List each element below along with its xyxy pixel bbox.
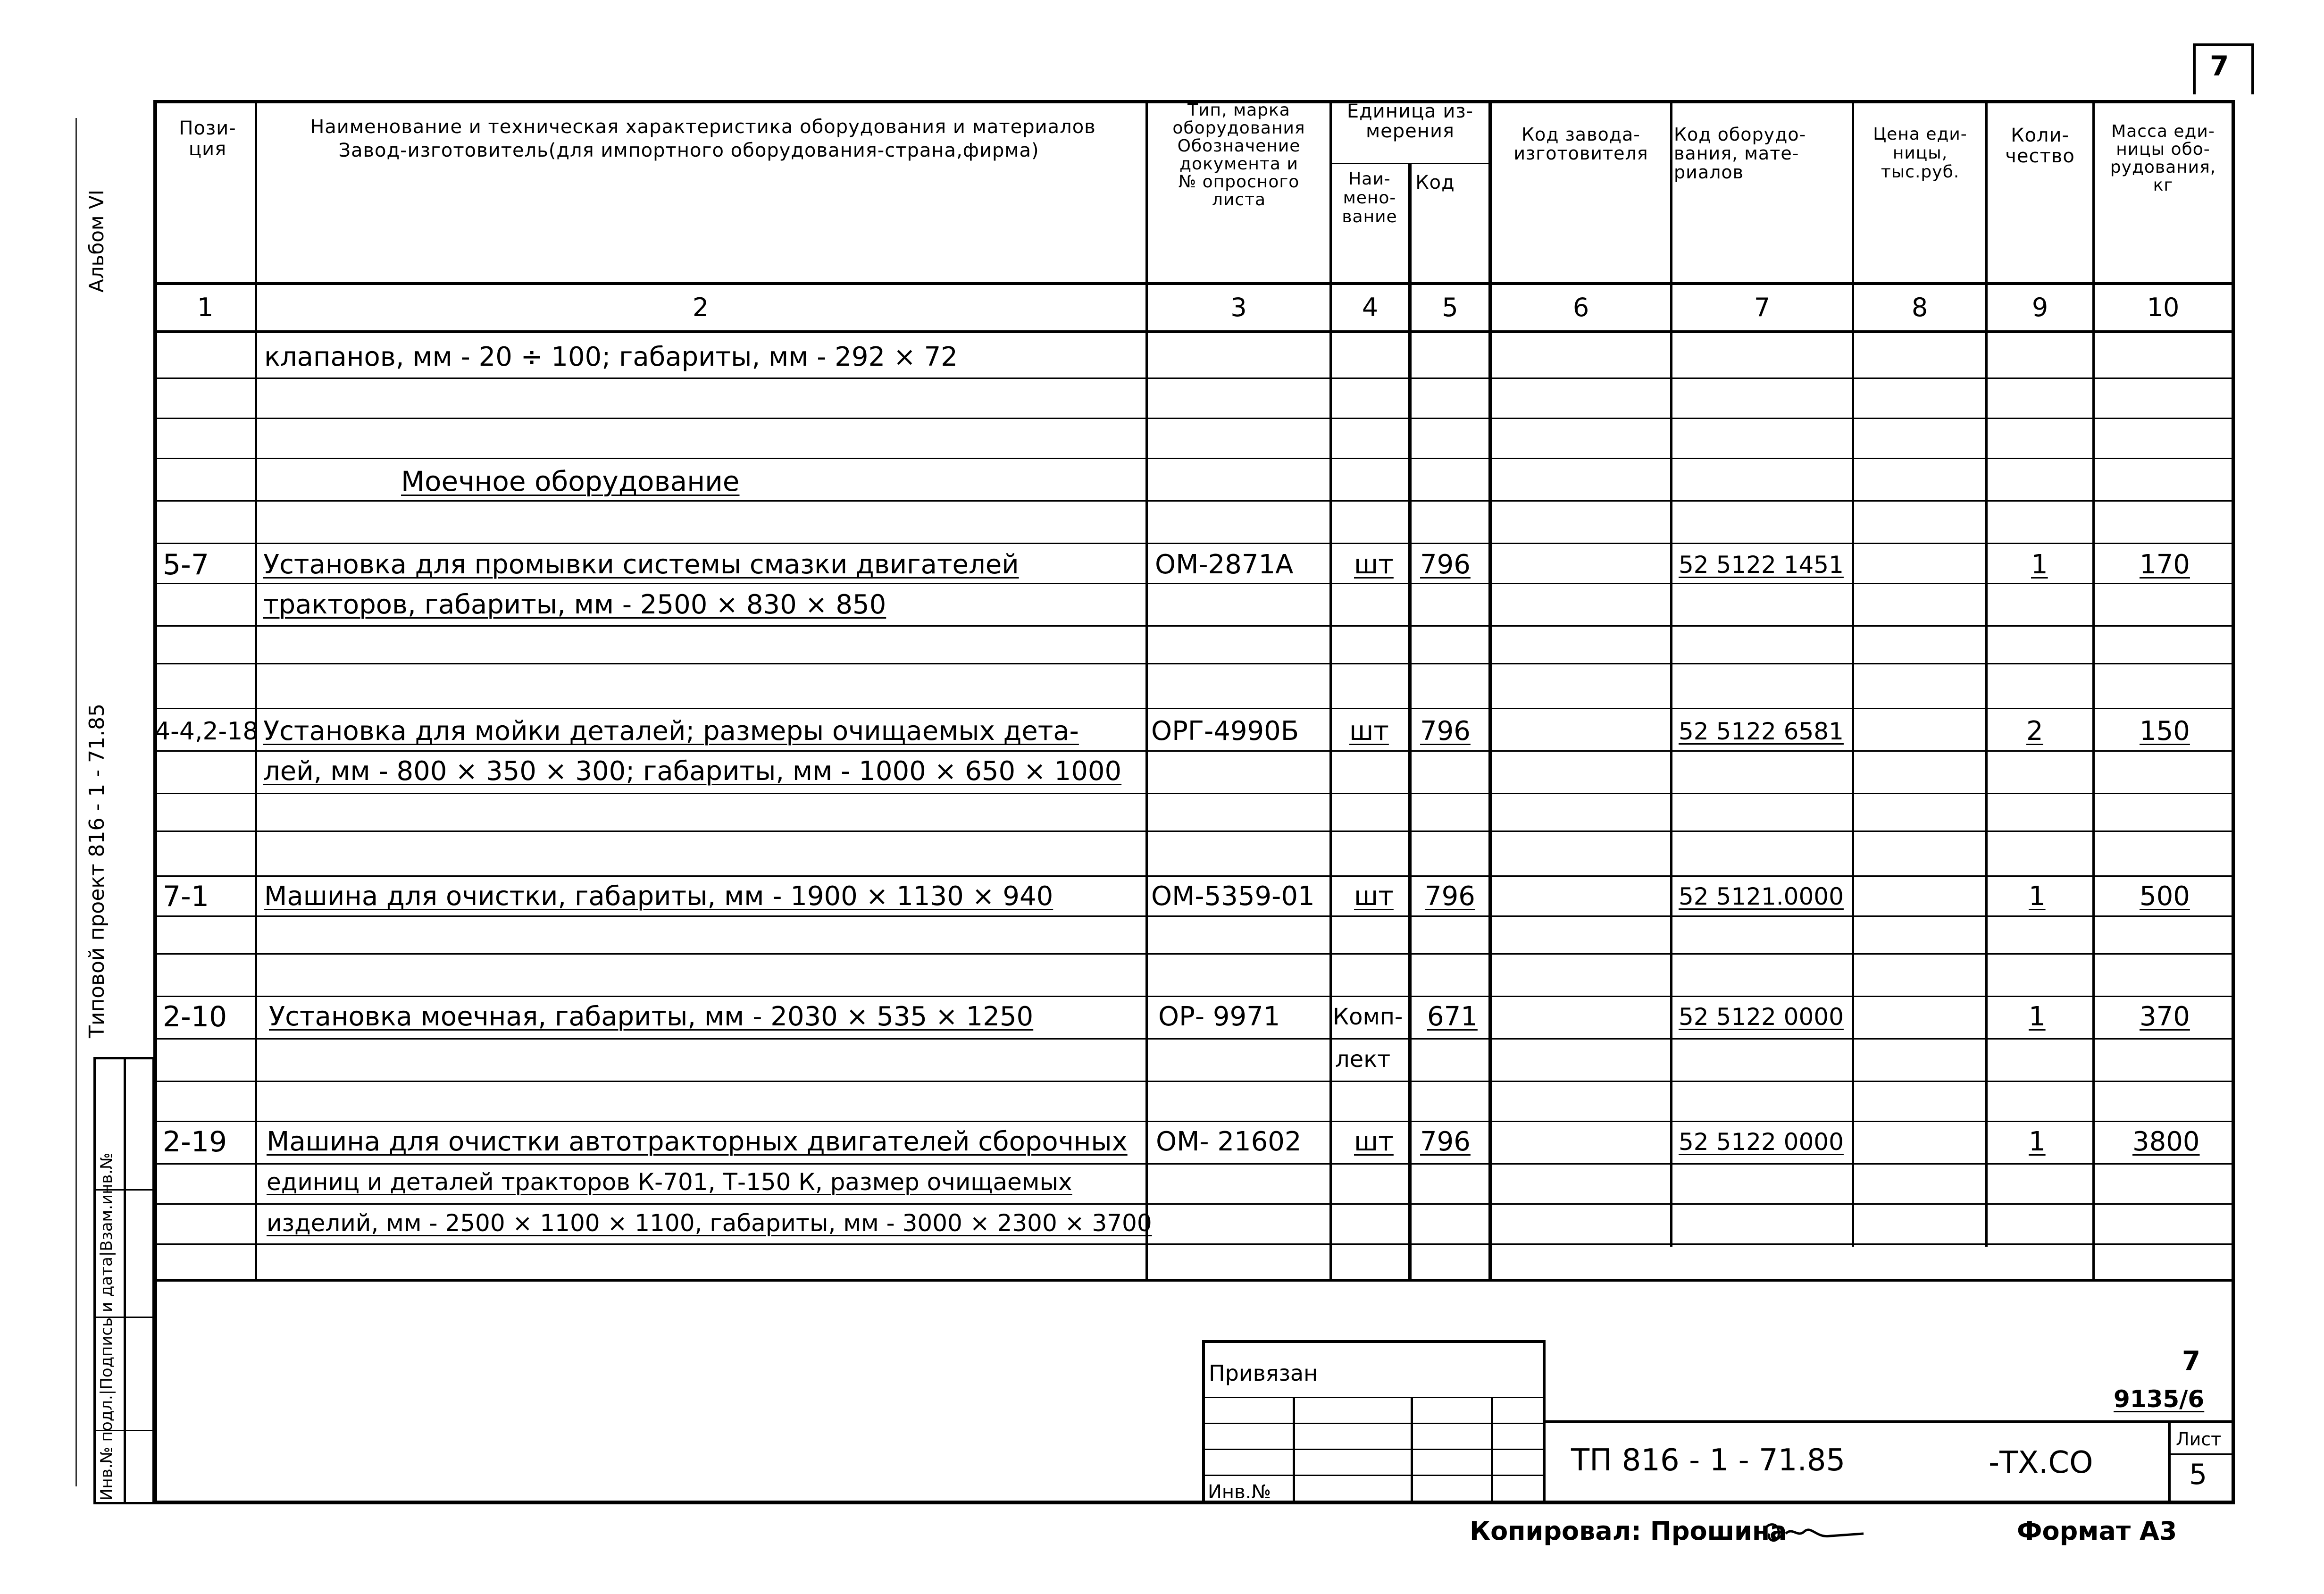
copied-by: Копировал: Прошина: [1470, 1516, 1787, 1546]
row5-code: 796: [1420, 1126, 1471, 1157]
col-number: 7: [1754, 293, 1771, 322]
header-col9: Коли- чество: [2005, 125, 2075, 167]
row1-mass: 170: [2140, 549, 2190, 580]
row4-equipment-code: 52 5122 0000: [1679, 1003, 1844, 1031]
col-line: [1488, 100, 1492, 1281]
col-line: [2092, 100, 2095, 1280]
row3-code: 796: [1425, 881, 1475, 912]
row-line: [153, 378, 2235, 379]
row-line: [153, 996, 2235, 997]
row2-pos: 4-4,2-18: [155, 717, 259, 746]
row1-name-line1: Установка для промывки системы смазки двигателей: [263, 549, 1019, 580]
row5-type: ОМ- 21602: [1156, 1126, 1302, 1157]
copier-signature-icon: [1760, 1512, 1868, 1550]
col-number: 2: [692, 293, 709, 322]
row-line: [153, 708, 2235, 709]
row4-mass: 370: [2140, 1001, 2190, 1032]
header-col2-line2: Завод-изготовитель(для импортного оборудования-страна,фирма): [338, 140, 1039, 161]
row5-unit: шт: [1354, 1126, 1394, 1157]
header-col6: Код завода- изготовителя: [1513, 124, 1648, 164]
row-line: [153, 418, 2235, 419]
format-label: Формат А3: [2017, 1516, 2177, 1546]
row-line: [153, 1121, 2235, 1122]
row-line: [153, 458, 2235, 459]
header-col1: Пози- ция: [179, 117, 236, 160]
row5-name-line2: единиц и деталей тракторов К-701, Т-150 К, размер очищаемых: [267, 1168, 1072, 1196]
row-continuation-text: клапанов, мм - 20 ÷ 100; габариты, мм - 292 × 72: [264, 342, 958, 372]
album-label: Альбом VI: [85, 189, 108, 293]
sheet-number: 5: [2189, 1458, 2207, 1491]
row4-type: ОР- 9971: [1158, 1001, 1280, 1032]
row3-unit: шт: [1354, 881, 1394, 912]
row4-quantity: 1: [2029, 1001, 2046, 1032]
row3-pos: 7-1: [163, 880, 209, 913]
row-line: [153, 1279, 2235, 1282]
numbers-bottom-line: [153, 330, 2235, 333]
col-line: [255, 100, 257, 1280]
col-number: 3: [1230, 293, 1247, 322]
document-suffix: -ТХ.СО: [1989, 1445, 2093, 1480]
row3-quantity: 1: [2029, 881, 2046, 912]
col-line: [1852, 100, 1854, 1247]
row1-equipment-code: 52 5122 1451: [1679, 551, 1844, 579]
sheet-box-line: [2168, 1453, 2235, 1455]
row-line: [153, 915, 2235, 917]
title-block-line: [1202, 1423, 1546, 1424]
title-block-divider: [1491, 1397, 1493, 1504]
col-number: 8: [1911, 293, 1928, 322]
row-line: [153, 1243, 2235, 1245]
title-block-line: [1202, 1449, 1546, 1450]
row1-quantity: 1: [2031, 549, 2048, 580]
margin-tick: [75, 118, 77, 1486]
row3-type: ОМ-5359-01: [1151, 881, 1315, 912]
row4-code: 671: [1427, 1001, 1478, 1032]
row-line: [153, 793, 2235, 794]
row-line: [153, 1038, 2235, 1040]
row2-code: 796: [1420, 716, 1471, 747]
title-block-divider: [1293, 1397, 1295, 1504]
header-col10: Масса еди- ницы обо- рудования, кг: [2110, 122, 2216, 195]
row2-quantity: 2: [2026, 716, 2043, 747]
title-block-line: [1202, 1475, 1546, 1476]
col-number: 4: [1362, 293, 1379, 322]
row3-equipment-code: 52 5121.0000: [1679, 883, 1844, 910]
col-line: [1329, 100, 1332, 1280]
top-right-number-2: 9135/6: [2114, 1385, 2205, 1413]
row-line: [153, 500, 2235, 502]
col-number: 1: [197, 293, 214, 322]
title-block-divider: [1411, 1397, 1413, 1504]
row-line: [153, 953, 2235, 955]
header-col2-line1: Наименование и техническая характеристика оборудования и материалов: [310, 116, 1096, 138]
row5-quantity: 1: [2029, 1126, 2046, 1157]
inv-label: Инв.№: [1208, 1481, 1271, 1503]
col-line: [1670, 100, 1672, 1247]
top-right-number-1: 7: [2182, 1346, 2200, 1376]
header-col5: Код: [1415, 172, 1455, 193]
header-col4: Наи- мено- вание: [1342, 169, 1397, 227]
row-line: [153, 1203, 2235, 1205]
row2-name-line1: Установка для мойки деталей; размеры очищаемых дета-: [263, 716, 1079, 747]
row5-equipment-code: 52 5122 0000: [1679, 1128, 1844, 1156]
row4-pos: 2-10: [163, 1000, 227, 1033]
col-number: 5: [1442, 293, 1458, 322]
row1-code: 796: [1420, 549, 1471, 580]
row5-pos: 2-19: [163, 1125, 227, 1158]
row2-unit: шт: [1349, 716, 1389, 747]
header-sub-line: [1329, 163, 1490, 164]
document-code: ТП 816 - 1 - 71.85: [1571, 1443, 1846, 1478]
col-line: [1145, 100, 1148, 1280]
privyazan-label: Привязан: [1209, 1360, 1318, 1386]
header-col3: Тип, марка оборудования Обозначение документа и № опросного листа: [1172, 101, 1305, 210]
row3-mass: 500: [2140, 881, 2190, 912]
project-label: Типовой проект 816 - 1 - 71.85: [85, 703, 109, 1038]
col-number: 10: [2147, 293, 2180, 322]
row-line: [153, 750, 2235, 752]
row-line: [153, 831, 2235, 832]
col-line: [1985, 100, 1988, 1247]
header-col7: Код оборудо- вания, мате- риалов: [1674, 124, 1806, 183]
row-line: [153, 625, 2235, 627]
row5-mass: 3800: [2132, 1126, 2200, 1157]
row-line: [153, 1081, 2235, 1082]
row4-name-line1: Установка моечная, габариты, мм - 2030 × 535 × 1250: [269, 1001, 1034, 1032]
col-number: 9: [2031, 293, 2048, 322]
row-line: [153, 583, 2235, 584]
row4-unit-line1: Комп-: [1333, 1004, 1403, 1030]
stamp-label: Инв.№ подл.|Подпись и дата|Взам.инв.№: [97, 1152, 116, 1501]
row-line: [153, 663, 2235, 664]
row2-name-line2: лей, мм - 800 × 350 × 300; габариты, мм - 1000 × 650 × 1000: [263, 756, 1122, 787]
row3-name-line1: Машина для очистки, габариты, мм - 1900 × 1130 × 940: [264, 881, 1053, 912]
row1-pos: 5-7: [163, 548, 209, 581]
stamp-divider: [124, 1057, 126, 1504]
row1-unit: шт: [1354, 549, 1394, 580]
row5-name-line1: Машина для очистки автотракторных двигателей сборочных: [267, 1126, 1128, 1157]
corner-number-box: [2193, 43, 2254, 94]
row1-type: ОМ-2871А: [1155, 549, 1294, 580]
title-block-line: [1202, 1397, 1546, 1398]
row5-name-line3: изделий, мм - 2500 × 1100 × 1100, габариты, мм - 3000 × 2300 × 3700: [267, 1209, 1152, 1237]
col-number: 6: [1572, 293, 1589, 322]
corner-number: 7: [2210, 50, 2229, 82]
section-title: Моечное оборудование: [401, 465, 740, 497]
row1-name-line2: тракторов, габариты, мм - 2500 × 830 × 850: [263, 589, 886, 620]
row-line: [153, 543, 2235, 544]
row2-type: ОРГ-4990Б: [1151, 716, 1299, 747]
row4-unit-line2: лект: [1335, 1046, 1391, 1073]
row-line: [153, 875, 2235, 877]
row2-equipment-code: 52 5122 6581: [1679, 718, 1844, 745]
title-block-top-line: [1546, 1420, 2235, 1423]
row2-mass: 150: [2140, 716, 2190, 747]
header-col45-group: Единица из- мерения: [1346, 101, 1474, 142]
header-bottom-line: [153, 282, 2235, 285]
sheet-label: Лист: [2176, 1429, 2222, 1450]
row-line: [153, 1163, 2235, 1165]
header-col8: Цена еди- ницы, тыс.руб.: [1873, 125, 1967, 182]
